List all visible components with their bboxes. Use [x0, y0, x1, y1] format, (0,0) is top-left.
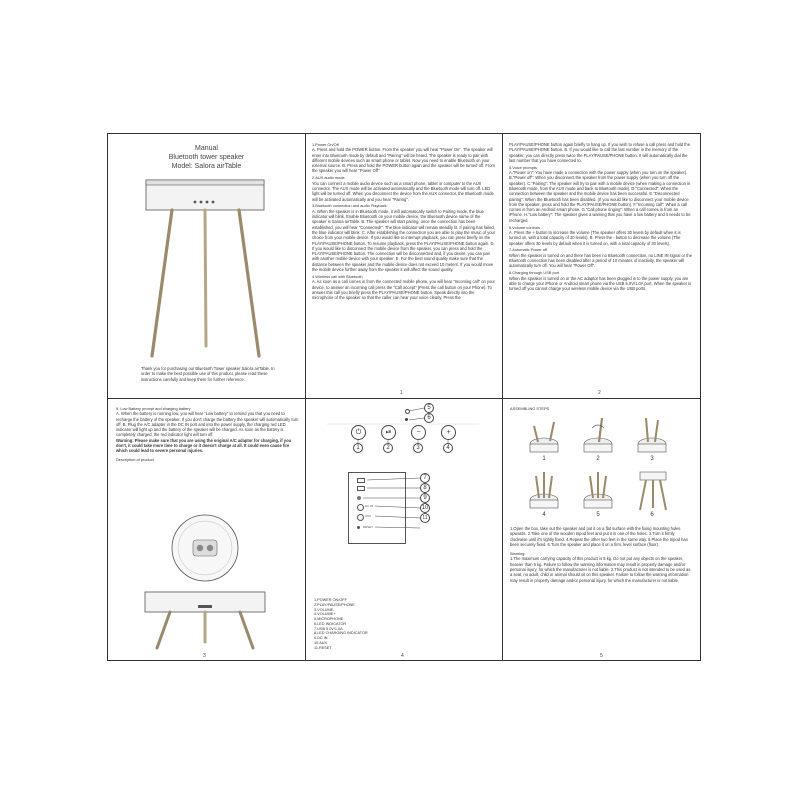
legend-item: 5.MICROPHONE — [314, 617, 344, 621]
section-title: 5.Voice prompts — [509, 164, 537, 170]
page-4 — [305, 398, 502, 662]
page-number: 3 — [203, 653, 206, 659]
callout-5: 5 — [424, 403, 434, 413]
assembly-instructions — [510, 526, 692, 585]
step-number: 1 — [542, 456, 546, 462]
legend-item: 9.DC IN — [314, 636, 328, 640]
legend-item: 3.VOLUME- — [314, 607, 335, 612]
section-title: 2.AUX audio mode — [312, 175, 345, 181]
warning-text: 1.The maximum carrying capacity of this product is 5 kg. Do not put any objects on the speaker, heavier than 5 kg. Failure to follow the warning information may result in property damage and/or personal injury, for which the manufacturer is not liable. 2.This product is not intended to be used as a seat, no adult, child or animal should sit on this speaker. Failure to follow the warning information may result in property damage and/or personal injury, for which the manufacturer is not liable. — [510, 556, 691, 583]
section-text: A. Press and hold the POWER button. From the speaker you will hear "Power On". The speaker will enter into Bluetooth mode by default and "Pairing" will be heard. The speaker is ready to pair with different mobile devices such as smart phone or tablet. Now you need to enable Bluetooth on your external source. B. Press and hold the POWER button again and the speaker will be turned off. From the speaker you will hear "Power Off". — [312, 147, 495, 174]
callout-3: 3 — [413, 443, 423, 453]
legend-item: 10.AUX — [314, 640, 328, 645]
callout-lines — [305, 398, 502, 548]
callout-1: 1 — [353, 443, 363, 453]
manual-subtitle: Bluetooth tower speaker — [168, 154, 245, 161]
play-pause-icon: ⏯ — [385, 428, 392, 436]
section-title: 8.Charging through USB port — [509, 270, 560, 276]
section-text: A. As soon as a call comes in from the connected mobile phone, you will hear "Incoming call" on your device, to answer an incoming call press the "Call accept" (Press the call button on your Phone). To answer this call you briefly press the PLAY/PAUSE/PHONE button. Speak directly into the microphone of the speaker so that the caller can hear your voice clearly. Press the — [312, 279, 495, 301]
legend-item: 1.POWER ON/OFF — [314, 598, 347, 602]
callout-9: 9 — [420, 493, 430, 503]
section-text: A. Press the + button to increase the volume (The speaker offers 30 levels by default when it is turned on, with a total capacity of 30 levels). B. Press the - button to decrease the volume (The speaker offers 30 levels by default when it is turned on, with a total capacity of 30 levels). — [509, 229, 681, 246]
page-5 — [502, 398, 702, 662]
step-number: 5 — [596, 512, 600, 518]
callout-6: 6 — [424, 413, 434, 423]
warning-text: Warning: Please make sure that you are using the original A/C adaptor for charging, if you don't, it could take more time to charge or it doesn't charge at all. It could even cause fire which could lead to severe personal injuries. — [116, 437, 292, 454]
assembling-title: ASSEMBLING STEPS — [510, 406, 550, 411]
callout-4: 4 — [443, 443, 453, 453]
section-title: 9. Low Battery prompt and charging battery — [116, 406, 191, 411]
speaker-table-illustration — [108, 174, 305, 374]
product-illustration — [108, 510, 305, 650]
port-label: RESET — [363, 525, 374, 529]
page-number: 1 — [400, 390, 403, 396]
page-3 — [116, 406, 300, 496]
step-number: 3 — [650, 456, 654, 462]
section-text: A. When the battery is running low, you will hear "Low battery" to remind you that you need to recharge the battery of the speaker. If you don't charge the battery the speaker will automatically turn off. B. Plug the A/C adapter in the DC IN port and into the power supply, the charging red LED indicator will light up and the battery of the speaker will be charged. As soon as the battery is completely charged, the red indicator light will turn off. — [116, 411, 299, 438]
callout-7: 7 — [420, 473, 430, 483]
assembly-steps-illustration — [502, 414, 702, 524]
step-number: 4 — [542, 512, 546, 518]
section-title: 7.Automatic Power off — [509, 247, 547, 253]
section-title: 3.Bluetooth connection and audio Playback — [312, 203, 387, 209]
page-number: 2 — [598, 390, 601, 396]
legend-item: 7.USB 5.0V/1.0A — [314, 626, 343, 631]
legend-item: 4.VOLUME+ — [314, 612, 336, 617]
manual-sheet — [107, 133, 701, 661]
page-2 — [509, 142, 693, 392]
callout-8: 8 — [420, 483, 430, 493]
legend-item: 2.PLAY/PAUSE/PHONE — [314, 602, 355, 607]
page-1 — [312, 142, 496, 392]
cover-page — [108, 134, 305, 398]
callout-11: 11 — [420, 513, 430, 523]
description-title: Description of product — [116, 456, 154, 462]
legend-item: 8.LED CHARGING INDICATOR — [314, 631, 368, 636]
step-number: 6 — [650, 512, 654, 518]
port-label: AUX — [365, 514, 372, 518]
page-number: 4 — [401, 653, 404, 659]
section-text: When the speaker is turned on or the AC adaptor has been plugged in to the power supply, you are able to charge your iPhone or Android smart phone via the USB 5.0V/1.0A port. When the speaker is turned off you cannot charge your wireless mobile device via the USB ports. — [509, 275, 692, 292]
callout-2: 2 — [383, 443, 393, 453]
plus-icon: + — [446, 429, 451, 436]
intro-text: Thank you for purchasing our Bluetooth Tower speaker Salora airTable. In order to make the best possible use of this product, please read these instructions carefully and keep them for further reference. — [141, 366, 275, 382]
manual-title: Manual — [195, 145, 218, 152]
callout-10: 10 — [421, 505, 429, 511]
step-number: 2 — [596, 456, 600, 462]
controls-legend — [314, 598, 454, 650]
power-icon: ⏻ — [355, 428, 362, 436]
section-title: 4.Wireless call with Bluetooth — [312, 273, 363, 279]
page-number: 5 — [600, 653, 603, 659]
section-text: When the speaker is turned on and there has been no Bluetooth connection, no LINE IN signal or the Bluetooth connection has been disabled after a period of 10 minutes of inactivity, the speaker will automatically turn off. You will hear "Power Off". — [509, 252, 692, 269]
port-label: DC IN — [365, 504, 374, 508]
warning-title: Warning: — [510, 551, 526, 557]
legend-item: 6.LED INDICATOR — [314, 621, 347, 626]
section-title: 1.Power On/Off — [312, 142, 339, 147]
section-text: PLAY/PAUSE/PHONE button again briefly to hang up. If you wish to refuse a call press and hold the PLAY/PAUSE/PHONE button. B. If you would like to call the last number in the memory of the speaker, you can directly press twice the PLAY/PAUSE/PHONE button. It will automatically dial the last number that you have connected to. — [509, 142, 690, 163]
manual-model: Model: Salora airTable — [171, 163, 242, 170]
minus-icon: − — [416, 429, 421, 436]
assembly-steps-text: 1.Open the box, take out the speaker and put it on a flat surface with the fixing mounting holes upwards. 2.Take one of the wooden tripod feet and put it in one of the holes. 3.Turn it firmly clockwise until it's tightly fixed. 4.Repeat the other two feet in the same way. 5.Place the tripod has been securely fixed. 6.Turn the speaker and place it on a firm, level surface (floor). — [510, 526, 688, 547]
section-text: A. When the speaker is in Bluetooth mode, it will automatically switch to Pairing mode, the blue indicator will blink. Enable Bluetooth on your mobile device, the Bluetooth device name of the speaker is Salora airTable. B. The speaker will start pairing, once the connection has been established, you will hear "Connected!". The blue indicator will remain steadily lit. If pairing has failed, the blue indicator will blink. C. After establishing the connection you are able to play the music of your choice from your mobile device. If you would like to interrupt playback, you can press briefly on the PLAY/PAUSE/PHONE button. To resume playback, press the PLAY/PAUSE/PHONE button again. D. If you would like to disconnect the mobile device from the speaker, you can press and hold the PLAY/PAUSE/PHONE button. The connection will be disconnected and, if you desire, you can pair with another mobile device with your speaker. E. For the best sound quality make sure that the distance between the speaker and the mobile device does not exceed 10 meters. If you would move the mobile device further away from the speaker it will affect the sound quality. — [312, 208, 496, 273]
legend-item: 11.RESET — [314, 645, 332, 650]
section-text: A."Power on": You have made a connection with the power supply (when you turn on the speaker). B."Power off": When you disconnect the speaker from the power supply (when you turn off the speaker). C."Pairing": The speaker will try to pair with a mobile device (when making a connection in Bluetooth mode, from the AUX mode and back to Bluetooth mode). D."Connected": When the connection between the speaker and the mobile device has been successful. E."Disconnected pairing": When the Bluetooth has been disabled. (If you would like to disconnect your mobile device from the speaker, press and hold the PLAY/PAUSE/PHONE button). F."Incoming call": When a call comes in from an Android smart phone. G."Call phone ringing": When a call comes in from an iPhone. H."Low battery": The speaker gives a warning that you have a low battery and it needs to be recharged. — [509, 170, 691, 223]
section-title: 6.Volume controls — [509, 224, 540, 230]
section-text: You can connect a mobile audio device such as a smart phone, tablet or computer to the AUX connector. The AUX mode will be activated automatically and the Bluetooth mode will turn off. LED light will be turned off. When you disconnect the device from the AUX connector, the Bluetooth mode will be activated automatically and you hear "Pairing". — [312, 180, 494, 202]
